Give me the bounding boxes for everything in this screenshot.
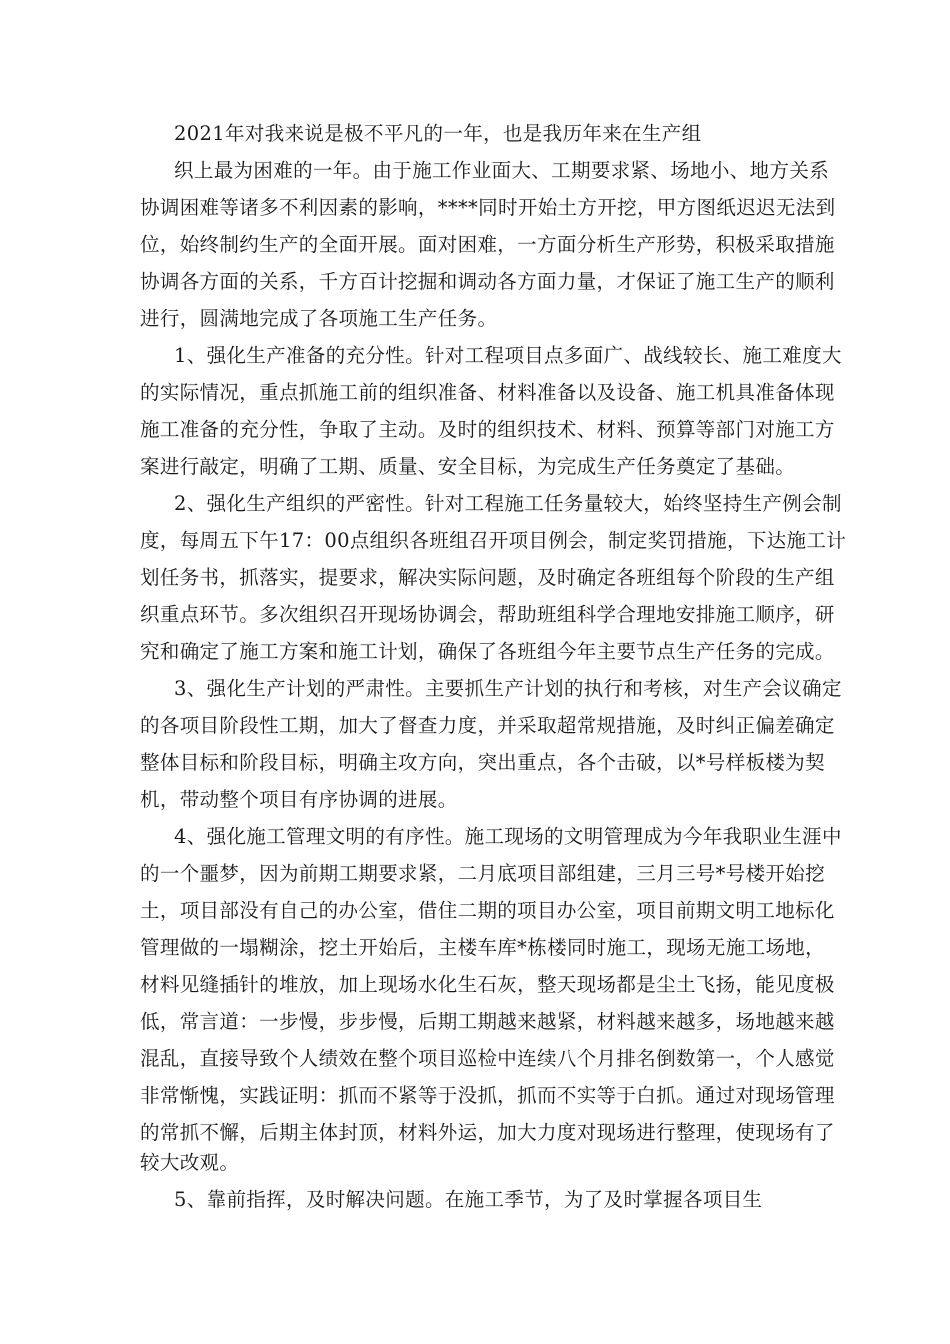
paragraph-5-line-3: 管理做的一塌糊涂，挖土开始后，主楼车库*栋楼同时施工，现场无施工场地， — [140, 936, 826, 959]
paragraph-5-line-5: 低，常言道：一步慢，步步慢，后期工期越来越紧，材料越来越多，场地越来越 — [140, 1010, 835, 1033]
paragraph-0-line-0: 2021年对我来说是极不平凡的一年，也是我历年来在生产组 — [174, 122, 702, 145]
paragraph-1-line-1: 协调困难等诸多不利因素的影响，****同时开始土方开挖，甲方图纸迟迟无法到 — [140, 196, 836, 219]
paragraph-5-line-9: 较大改观。 — [140, 1151, 240, 1174]
paragraph-2-line-3: 案进行敲定，明确了工期、质量、安全目标，为完成生产任务奠定了基础。 — [140, 455, 796, 478]
paragraph-3-line-4: 究和确定了施工方案和施工计划，确保了各班组今年主要节点生产任务的完成。 — [140, 640, 835, 663]
paragraph-6-line-0: 5、靠前指挥，及时解决问题。在施工季节，为了及时掌握各项目生 — [174, 1188, 763, 1211]
paragraph-4-line-2: 整体目标和阶段目标，明确主攻方向，突出重点，各个击破，以*号样板楼为契 — [140, 751, 826, 774]
paragraph-5-line-6: 混乱，直接导致个人绩效在整个项目巡检中连续八个月排名倒数第一，个人感觉 — [140, 1047, 835, 1070]
paragraph-5-line-1: 的一个噩梦，因为前期工期要求紧，二月底项目部组建，三月三号*号楼开始挖 — [140, 862, 826, 885]
paragraph-2-line-2: 施工准备的充分性，争取了主动。及时的组织技术、材料、预算等部门对施工方 — [140, 418, 835, 441]
paragraph-2-line-0: 1、强化生产准备的充分性。针对工程项目点多面广、战线较长、施工难度大 — [174, 344, 842, 367]
paragraph-4-line-0: 3、强化生产计划的严肃性。主要抓生产计划的执行和考核，对生产会议确定 — [174, 677, 842, 700]
paragraph-4-line-1: 的各项目阶段性工期，加大了督查力度，并采取超常规措施，及时纠正偏差确定 — [140, 714, 835, 737]
paragraph-5-line-7: 非常惭愧，实践证明：抓而不紧等于没抓，抓而不实等于白抓。通过对现场管理 — [140, 1084, 835, 1107]
paragraph-4-line-3: 机，带动整个项目有序协调的进展。 — [140, 788, 458, 811]
paragraph-1-line-0: 织上最为困难的一年。由于施工作业面大、工期要求紧、场地小、地方关系 — [174, 159, 830, 182]
paragraph-3-line-1: 度，每周五下午17：00点组织各班组召开项目例会，制定奖罚措施，下达施工计 — [140, 529, 847, 552]
paragraph-5-line-4: 材料见缝插针的堆放，加上现场水化生石灰，整天现场都是尘土飞扬，能见度极 — [140, 973, 835, 996]
paragraph-3-line-0: 2、强化生产组织的严密性。针对工程施工任务量较大，始终坚持生产例会制 — [174, 492, 842, 515]
paragraph-1-line-3: 协调各方面的关系，千方百计挖掘和调动各方面力量，才保证了施工生产的顺利 — [140, 270, 835, 293]
paragraph-5-line-0: 4、强化施工管理文明的有序性。施工现场的文明管理成为今年我职业生涯中 — [174, 825, 842, 848]
paragraph-5-line-2: 土，项目部没有自己的办公室，借住二期的项目办公室，项目前期文明工地标化 — [140, 899, 835, 922]
paragraph-1-line-2: 位，始终制约生产的全面开展。面对困难，一方面分析生产形势，积极采取措施 — [140, 233, 835, 256]
paragraph-2-line-1: 的实际情况，重点抓施工前的组织准备、材料准备以及设备、施工机具准备体现 — [140, 381, 835, 404]
paragraph-3-line-3: 织重点环节。多次组织召开现场协调会，帮助班组科学合理地安排施工顺序，研 — [140, 603, 835, 626]
paragraph-5-line-8: 的常抓不懈，后期主体封顶，材料外运，加大力度对现场进行整理，使现场有了 — [140, 1121, 835, 1144]
paragraph-3-line-2: 划任务书，抓落实，提要求，解决实际问题，及时确定各班组每个阶段的生产组 — [140, 566, 835, 589]
paragraph-1-line-4: 进行，圆满地完成了各项施工生产任务。 — [140, 307, 498, 330]
